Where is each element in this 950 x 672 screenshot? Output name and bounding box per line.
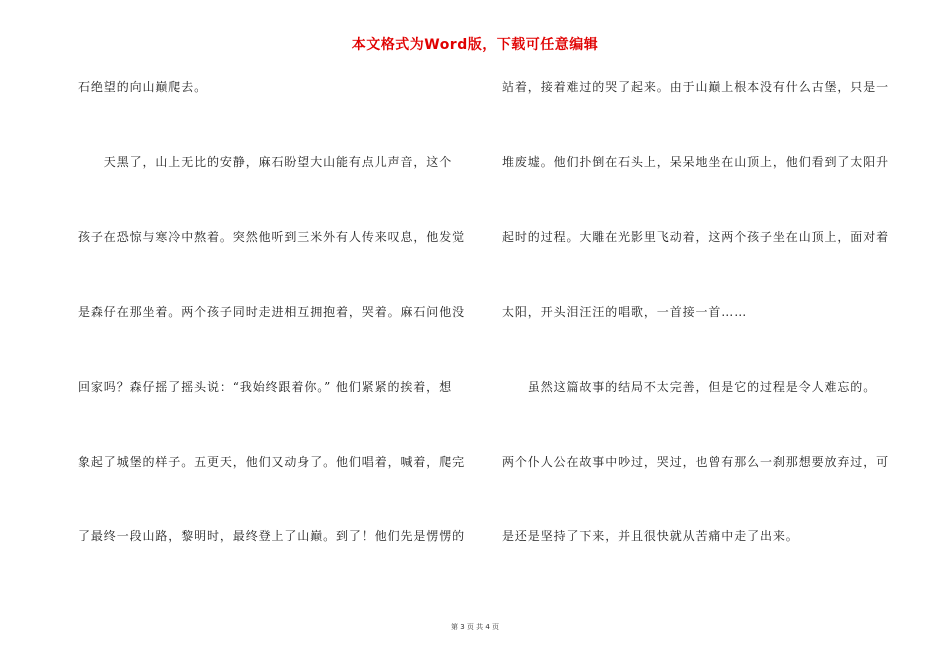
text-line: 是森仔在那坐着。两个孩子同时走进相互拥抱着，哭着。麻石问他没	[78, 305, 466, 319]
text-line: 站着，接着难过的哭了起来。由于山巅上根本没有什么古堡，只是一	[502, 80, 890, 94]
text-line: 是还是坚持了下来，并且很快就从苦痛中走了出来。	[502, 529, 799, 543]
text-line: 天黑了，山上无比的安静，麻石盼望大山能有点儿声音，这个	[78, 155, 453, 169]
text-line: 太阳，开头泪汪汪的唱歌，一首接一首……	[502, 305, 748, 319]
text-line: 两个仆人公在故事中吵过，哭过，也曾有那么一刹那想要放弃过，可	[502, 455, 890, 469]
text-line: 起时的过程。大雕在光影里飞动着，这两个孩子坐在山顶上，面对着	[502, 230, 890, 244]
text-line: 虽然这篇故事的结局不太完善，但是它的过程是令人难忘的。	[502, 380, 877, 394]
text-line: 了最终一段山路，黎明时，最终登上了山巅。到了！他们先是愣愣的	[78, 529, 466, 543]
page-header-title: 本文格式为Word版，下载可任意编辑	[351, 37, 599, 53]
text-line: 象起了城堡的样子。五更天，他们又动身了。他们唱着，喊着，爬完	[78, 455, 466, 469]
text-line: 石绝望的向山巅爬去。	[78, 80, 208, 94]
text-line: 回家吗？森仔摇了摇头说：“我始终跟着你。” 他们紧紧的挨着，想	[78, 380, 452, 394]
page-number-footer: 第 3 页 共 4 页	[450, 623, 500, 631]
text-line: 孩子在恐惊与寒冷中熬着。突然他听到三米外有人传来叹息，他发觉	[78, 230, 466, 244]
text-line: 堆废墟。他们扑倒在石头上，呆呆地坐在山顶上，他们看到了太阳升	[502, 155, 890, 169]
